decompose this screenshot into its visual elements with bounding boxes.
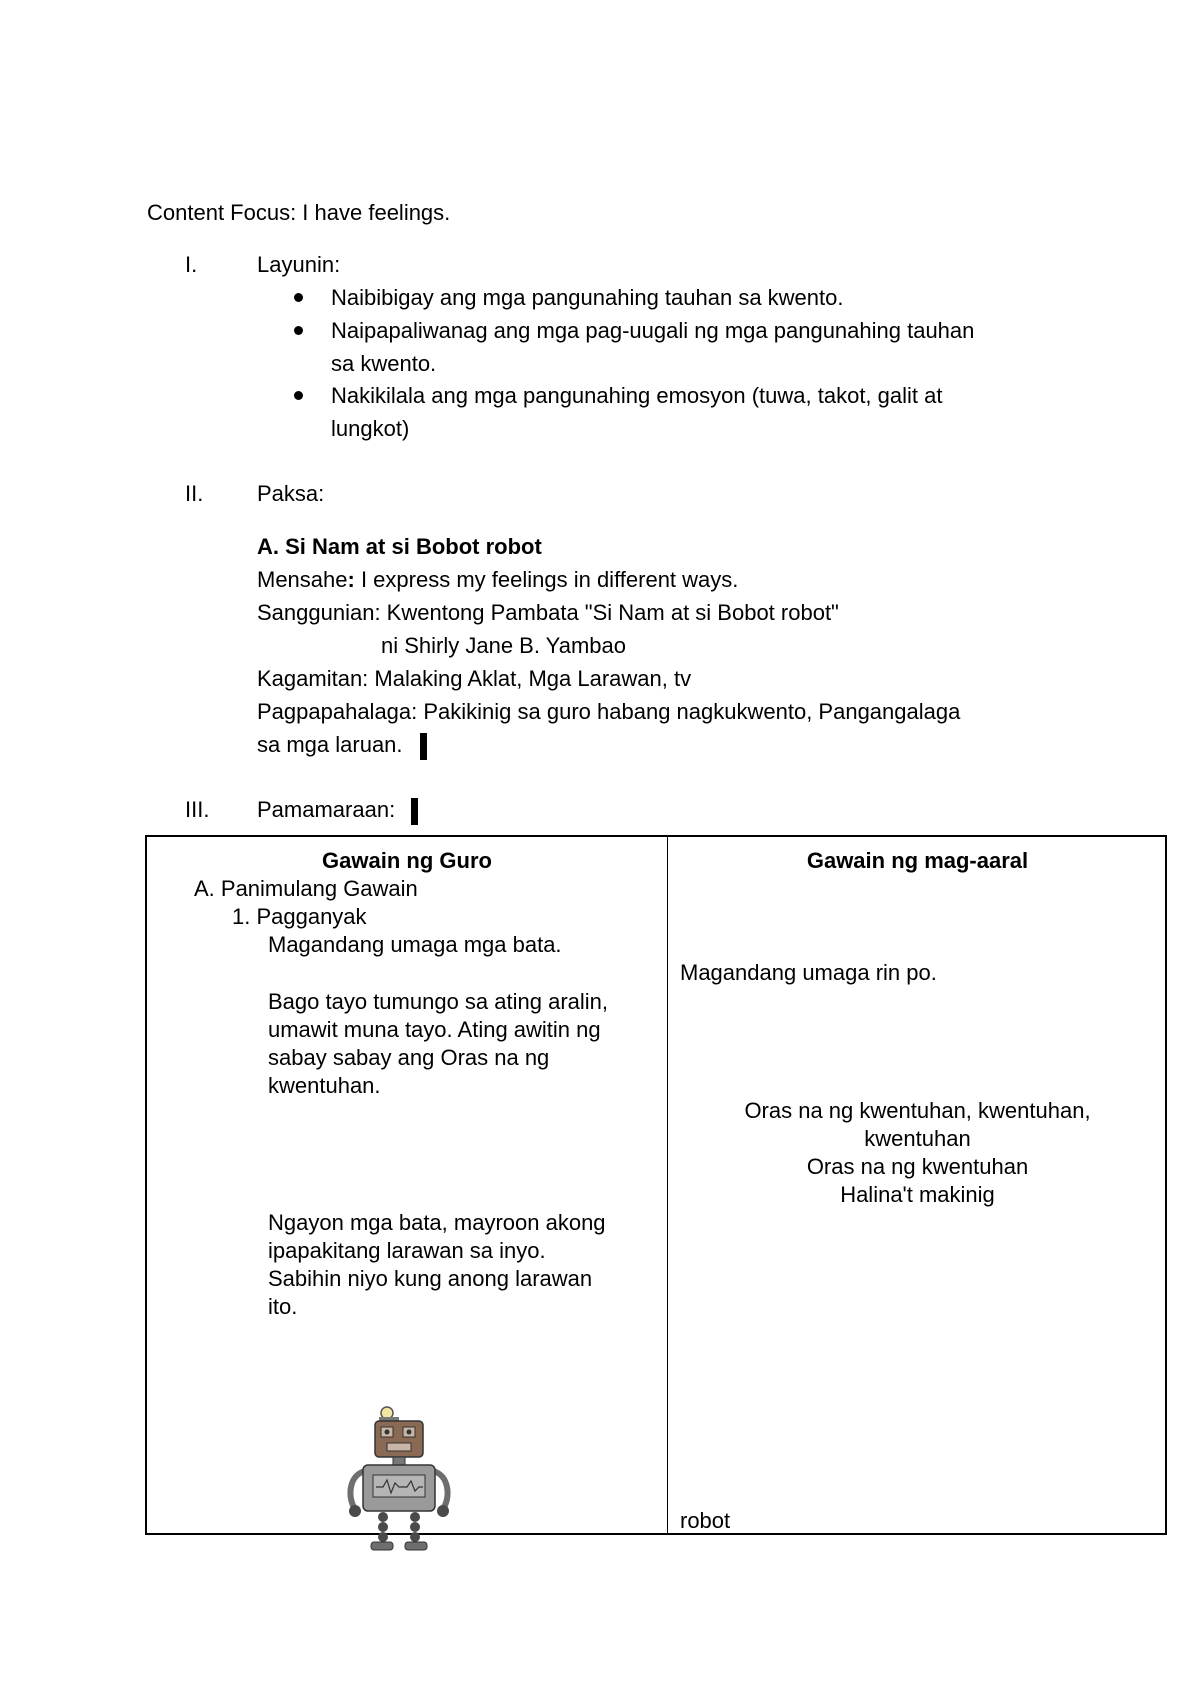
header-teacher: Gawain ng Guro [322, 848, 492, 873]
song-lyrics-line-2: kwentuhan [864, 1126, 971, 1151]
step-1-label: 1. Pagganyak [232, 904, 367, 929]
sanggunian: Sanggunian: Kwentong Pambata "Si Nam at si Bobot robot" [257, 600, 839, 625]
song-intro-line-2: umawit muna tayo. Ating awitin ng [268, 1017, 601, 1042]
author: ni Shirly Jane B. Yambao [381, 633, 626, 658]
mensahe-colon: : [347, 567, 355, 592]
song-intro-line-4: kwentuhan. [268, 1073, 381, 1098]
robot-illustration-icon [343, 1405, 455, 1553]
section2-numeral: II. [185, 481, 204, 506]
text-cursor-icon [420, 733, 427, 760]
mensahe-line [257, 564, 738, 596]
objective-3-cont: lungkot) [331, 416, 410, 441]
mensahe-text: I express my feelings in different ways. [354, 567, 739, 592]
text-cursor-icon [411, 798, 418, 825]
bullet-icon [294, 293, 303, 302]
section3-title: Pamamaraan: [257, 797, 396, 822]
song-lyrics-line-1: Oras na ng kwentuhan, kwentuhan, [744, 1098, 1091, 1123]
student-answer: robot [680, 1508, 731, 1533]
pagpapahalaga-2: sa mga laruan. [257, 732, 403, 757]
topic-heading: A. Si Nam at si Bobot robot [257, 534, 542, 559]
section1-title: Layunin: [257, 252, 341, 277]
song-intro-line-3: sabay sabay ang Oras na ng [268, 1045, 550, 1070]
picture-intro-line-3: Sabihin niyo kung anong larawan [268, 1266, 593, 1291]
objective-2: Naipapaliwanag ang mga pag-uugali ng mga pangunahing tauhan [331, 318, 975, 343]
objective-2-cont: sa kwento. [331, 351, 437, 376]
bullet-icon [294, 326, 303, 335]
part-a-label: A. Panimulang Gawain [194, 876, 418, 901]
pagpapahalaga-1: Pagpapahalaga: Pakikinig sa guro habang nagkukwento, Pangangalaga [257, 699, 961, 724]
bullet-icon [294, 391, 303, 400]
song-intro-line-1: Bago tayo tumungo sa ating aralin, [268, 989, 609, 1014]
section2-title: Paksa: [257, 481, 325, 506]
kagamitan: Kagamitan: Malaking Aklat, Mga Larawan, tv [257, 666, 692, 691]
objective-3: Nakikilala ang mga pangunahing emosyon (tuwa, takot, galit at [331, 383, 943, 408]
picture-intro-line-2: ipapakitang larawan sa inyo. [268, 1238, 546, 1263]
student-greeting-reply: Magandang umaga rin po. [680, 960, 937, 985]
picture-intro-line-4: ito. [268, 1294, 298, 1319]
song-lyrics-line-3: Oras na ng kwentuhan [806, 1154, 1029, 1179]
teacher-greeting: Magandang umaga mga bata. [268, 932, 562, 957]
section3-numeral: III. [185, 797, 210, 822]
header-student: Gawain ng mag-aaral [806, 848, 1029, 873]
procedure-table [145, 835, 1167, 1535]
song-lyrics-line-4: Halina't makinig [840, 1182, 995, 1207]
section1-numeral: I. [185, 252, 198, 277]
mensahe-label: Mensahe [257, 567, 348, 592]
content-focus: Content Focus: I have feelings. [147, 200, 451, 225]
picture-intro-line-1: Ngayon mga bata, mayroon akong [268, 1210, 606, 1235]
objective-1: Naibibigay ang mga pangunahing tauhan sa kwento. [331, 285, 844, 310]
